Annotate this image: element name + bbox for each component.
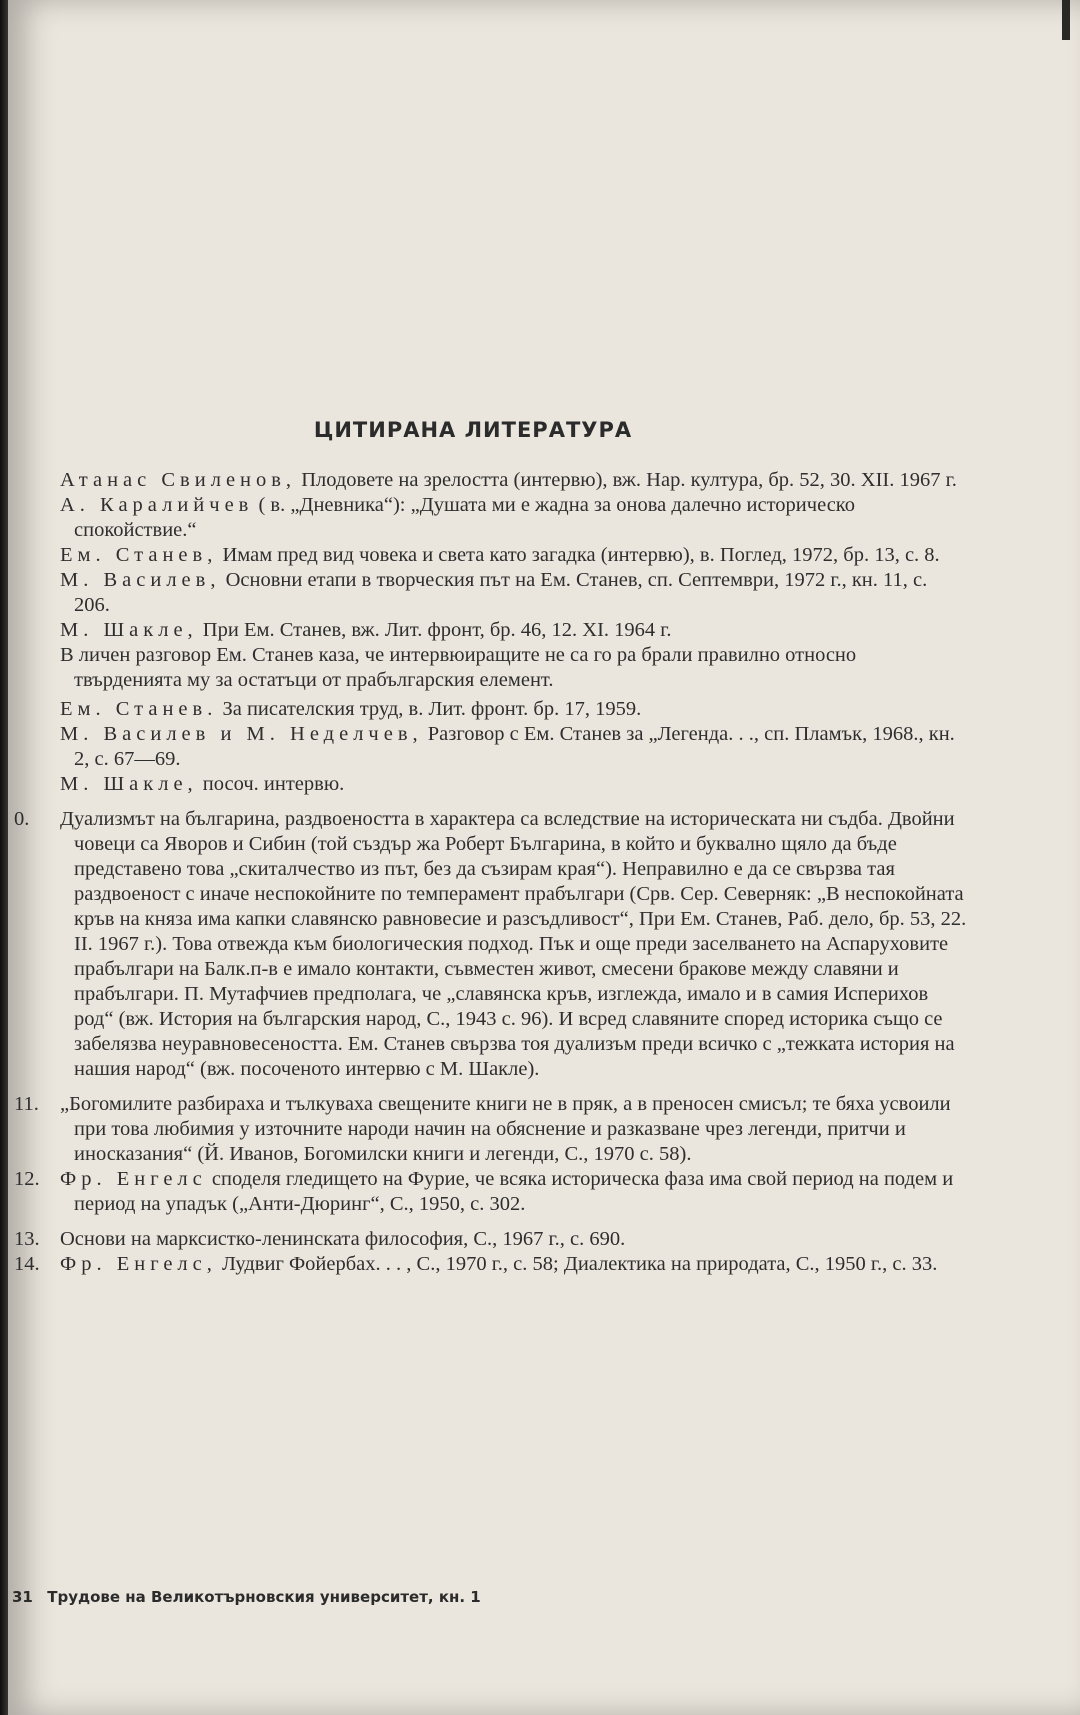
reference-item [8,568,968,618]
reference-number: 12. [14,1168,40,1190]
document-page [8,0,1080,1715]
reference-item [8,543,968,568]
reference-item [8,807,968,1082]
reference-text: Дуализмът на българина, раздвоеността в характера са вследствие на историческата ни съдба. Двойни човеци са Яворов и Сибин (той създър жа Роберт Българина, в който и буквално щяло да бъде представено това „скиталчество из път, без да съзирам края“). Неправилно е да се свързва тая раздвоеност с иначе неспокойните по темперамент прабългари (Срв. Сер. Северняк: „В неспокойната кръв на княза има капки славянско равновесие и разсъдливост“, При Ем. Станев, Раб. дело, бр. 53, 22. II. 1967 г.). Това отвежда към биологическия подход. Пък и още преди заселването на Аспаруховите прабългари на Балк.п-в е имало контакти, съвместен живот, смесени бракове между славяни и прабългари. П. Мутафчиев предполага, че „славянска кръв, изглежда, имало и в самия Исперихов род“ (вж. История на българския народ, С., 1943 с. 96). И всред славяните според историка също се забелязва неуравновесеността. Ем. Станев свързва тоя дуализъм преди всичко с „тежката история на нашия народ“ (вж. посоченото интервю с М. Шакле). [60,808,967,1080]
reference-item [8,1252,968,1277]
reference-item [8,697,968,722]
reference-item [8,1092,968,1167]
reference-number: 14. [14,1253,40,1275]
reference-item [8,643,968,693]
reference-text: „Богомилите разбираха и тълкуваха свещените книги не в пряк, а в преносен смисъл; те бяха усвоили при това любимия у източните народи начин на обяснение и разказване чрез легенди, притчи и иносказания“ (Й. Иванов, Богомилски книги и легенди, С., 1970 с. 58). [60,1093,951,1165]
reference-number: 13. [14,1228,40,1250]
reference-item [8,493,968,543]
reference-text: посоч. интервю. [202,773,345,795]
reference-author: М. Шакле, [60,773,198,795]
reference-text: Имам пред вид човека и света като загадка (интервю), в. Поглед, 1972, бр. 13, с. 8. [222,544,940,566]
reference-list [8,468,968,1277]
reference-author: Ем. Станев. [60,698,218,720]
reference-text: споделя гледището на Фурие, че всяка историческа фаза има свой период на подем и период на упадък („Анти-Дюринг“, С., 1950, с. 302. [74,1168,954,1215]
page-corner-mark [1062,0,1070,40]
reference-text: ( в. „Дневника“): „Душата ми е жадна за онова далечно историческо спокойствие.“ [74,494,855,541]
reference-text: Разговор с Ем. Станев за „Легенда. . ., сп. Пламък, 1968., кн. 2, с. 67—69. [74,723,955,770]
reference-item [8,618,968,643]
reference-item [8,1167,968,1217]
reference-item [8,722,968,772]
reference-author: Фр. Енгелс [60,1168,207,1190]
page-footer [8,1588,808,1606]
reference-text: Лудвиг Фойербах. . . , С., 1970 г., с. 58; Диалектика на природата, С., 1950 г., с. 33. [222,1253,938,1275]
reference-item [8,1227,968,1252]
reference-item [8,468,968,493]
reference-text: В личен разговор Ем. Станев каза, че интервюиращите не са го ра брали правилно относно твърденията му за остатъци от прабългарския елемент. [60,644,857,691]
reference-text: Основни етапи в творческия път на Ем. Станев, сп. Септември, 1972 г., кн. 11, с. 206. [74,569,928,616]
reference-author: М. Шакле, [60,619,198,641]
page-number: 31 [12,1588,33,1606]
reference-text: Плодовете на зрелостта (интервю), вж. Нар. култура, бр. 52, 30. XII. 1967 г. [301,469,957,491]
footer-journal-title: Трудове на Великотърновския университет, кн. 1 [47,1588,481,1606]
page-title: ЦИТИРАНА ЛИТЕРАТУРА [313,418,633,442]
reference-text: При Ем. Станев, вж. Лит. фронт, бр. 46, 12. XI. 1964 г. [202,619,672,641]
reference-author: М. Василев, [60,569,221,591]
reference-number: 0. [14,808,30,830]
reference-author: А. Каралийчев [60,494,254,516]
reference-item [8,772,968,797]
reference-author: Атанас Свиленов, [60,469,297,491]
reference-text: Основи на марксистко-ленинската философия, С., 1967 г., с. 690. [60,1228,626,1250]
reference-author: Ем. Станев, [60,544,218,566]
reference-author: Фр. Енгелс, [60,1253,217,1275]
reference-author: М. Василев и М. Неделчев, [60,723,423,745]
reference-text: За писателския труд, в. Лит. фронт. бр. 17, 1959. [222,698,642,720]
reference-number: 11. [14,1093,39,1115]
